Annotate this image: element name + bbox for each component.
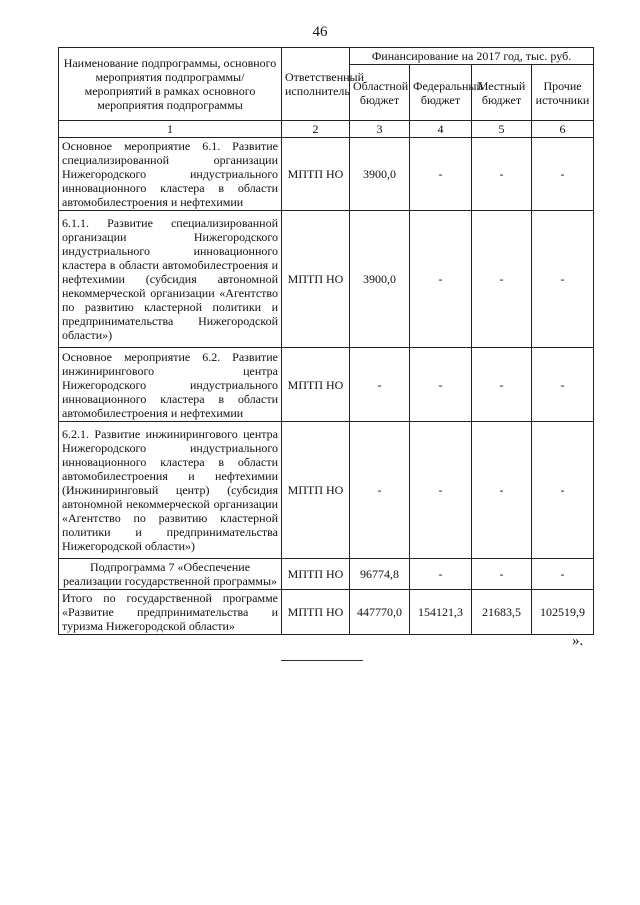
row-regional: - [350,348,410,422]
row-other: 102519,9 [532,590,594,635]
table-row [59,422,594,559]
row-regional: 3900,0 [350,138,410,211]
row-federal: - [410,348,472,422]
column-number: 3 [350,121,410,138]
row-regional: - [350,422,410,559]
row-responsible: МПТП НО [282,138,350,211]
header-name: Наименование подпрограммы, основного мероприятия подпрограммы/мероприятий в рамках основного мероприятия подпрограммы [59,48,282,121]
financing-table [58,47,594,635]
column-number: 4 [410,121,472,138]
row-local: - [472,422,532,559]
row-other: - [532,348,594,422]
table-row [59,211,594,348]
row-responsible: МПТП НО [282,590,350,635]
column-number: 5 [472,121,532,138]
header-responsible: Ответственный исполнитель [282,48,350,121]
row-federal: - [410,211,472,348]
row-federal: - [410,559,472,590]
row-other: - [532,422,594,559]
column-numbers-row [59,121,594,138]
row-regional: 447770,0 [350,590,410,635]
divider-line [281,660,363,661]
header-regional: Областной бюджет [350,65,410,121]
row-other: - [532,559,594,590]
closing-quote: ». [572,633,584,649]
row-responsible: МПТП НО [282,559,350,590]
row-responsible: МПТП НО [282,211,350,348]
table-row [59,590,594,635]
row-local: - [472,559,532,590]
row-responsible: МПТП НО [282,348,350,422]
row-responsible: МПТП НО [282,422,350,559]
row-name: Основное мероприятие 6.1. Развитие специализированной организации Нижегородского индустриального инновационного кластера в области автомобилестроения и нефтехимии [59,138,282,211]
header-federal: Федеральный бюджет [410,65,472,121]
row-federal: - [410,138,472,211]
row-federal: 154121,3 [410,590,472,635]
table-row [59,138,594,211]
row-local: 21683,5 [472,590,532,635]
table-row [59,348,594,422]
row-local: - [472,348,532,422]
header-other: Прочие источники [532,65,594,121]
column-number: 2 [282,121,350,138]
row-local: - [472,211,532,348]
row-other: - [532,211,594,348]
row-name: Основное мероприятие 6.2. Развитие инжинирингового центра Нижегородского индустриального инновационного кластера в области автомобилестроения и нефтехимии [59,348,282,422]
page-number: 46 [312,24,328,40]
row-name: Подпрограмма 7 «Обеспечение реализации государственной программы» [59,559,282,590]
column-number: 1 [59,121,282,138]
row-other: - [532,138,594,211]
table-row [59,559,594,590]
row-name: 6.2.1. Развитие инжинирингового центра Нижегородского индустриального инновационного кластера в области автомобилестроения и нефтехимии (Инжиниринговый центр) (субсидия автономной некоммерческой организации «Агентство по развитию кластерной политики и предпринимательства Нижегородской области») [59,422,282,559]
row-federal: - [410,422,472,559]
header-local: Местный бюджет [472,65,532,121]
row-local: - [472,138,532,211]
header-financing: Финансирование на 2017 год, тыс. руб. [350,48,594,65]
row-regional: 96774,8 [350,559,410,590]
row-name: Итого по государственной программе «Развитие предпринимательства и туризма Нижегородской области» [59,590,282,635]
row-regional: 3900,0 [350,211,410,348]
column-number: 6 [532,121,594,138]
row-name: 6.1.1. Развитие специализированной организации Нижегородского индустриального инновационного кластера в области автомобилестроения и нефтехимии (субсидия автономной некоммерческой организации «Агентство по развитию кластерной политики и предпринимательства Нижегородской области») [59,211,282,348]
